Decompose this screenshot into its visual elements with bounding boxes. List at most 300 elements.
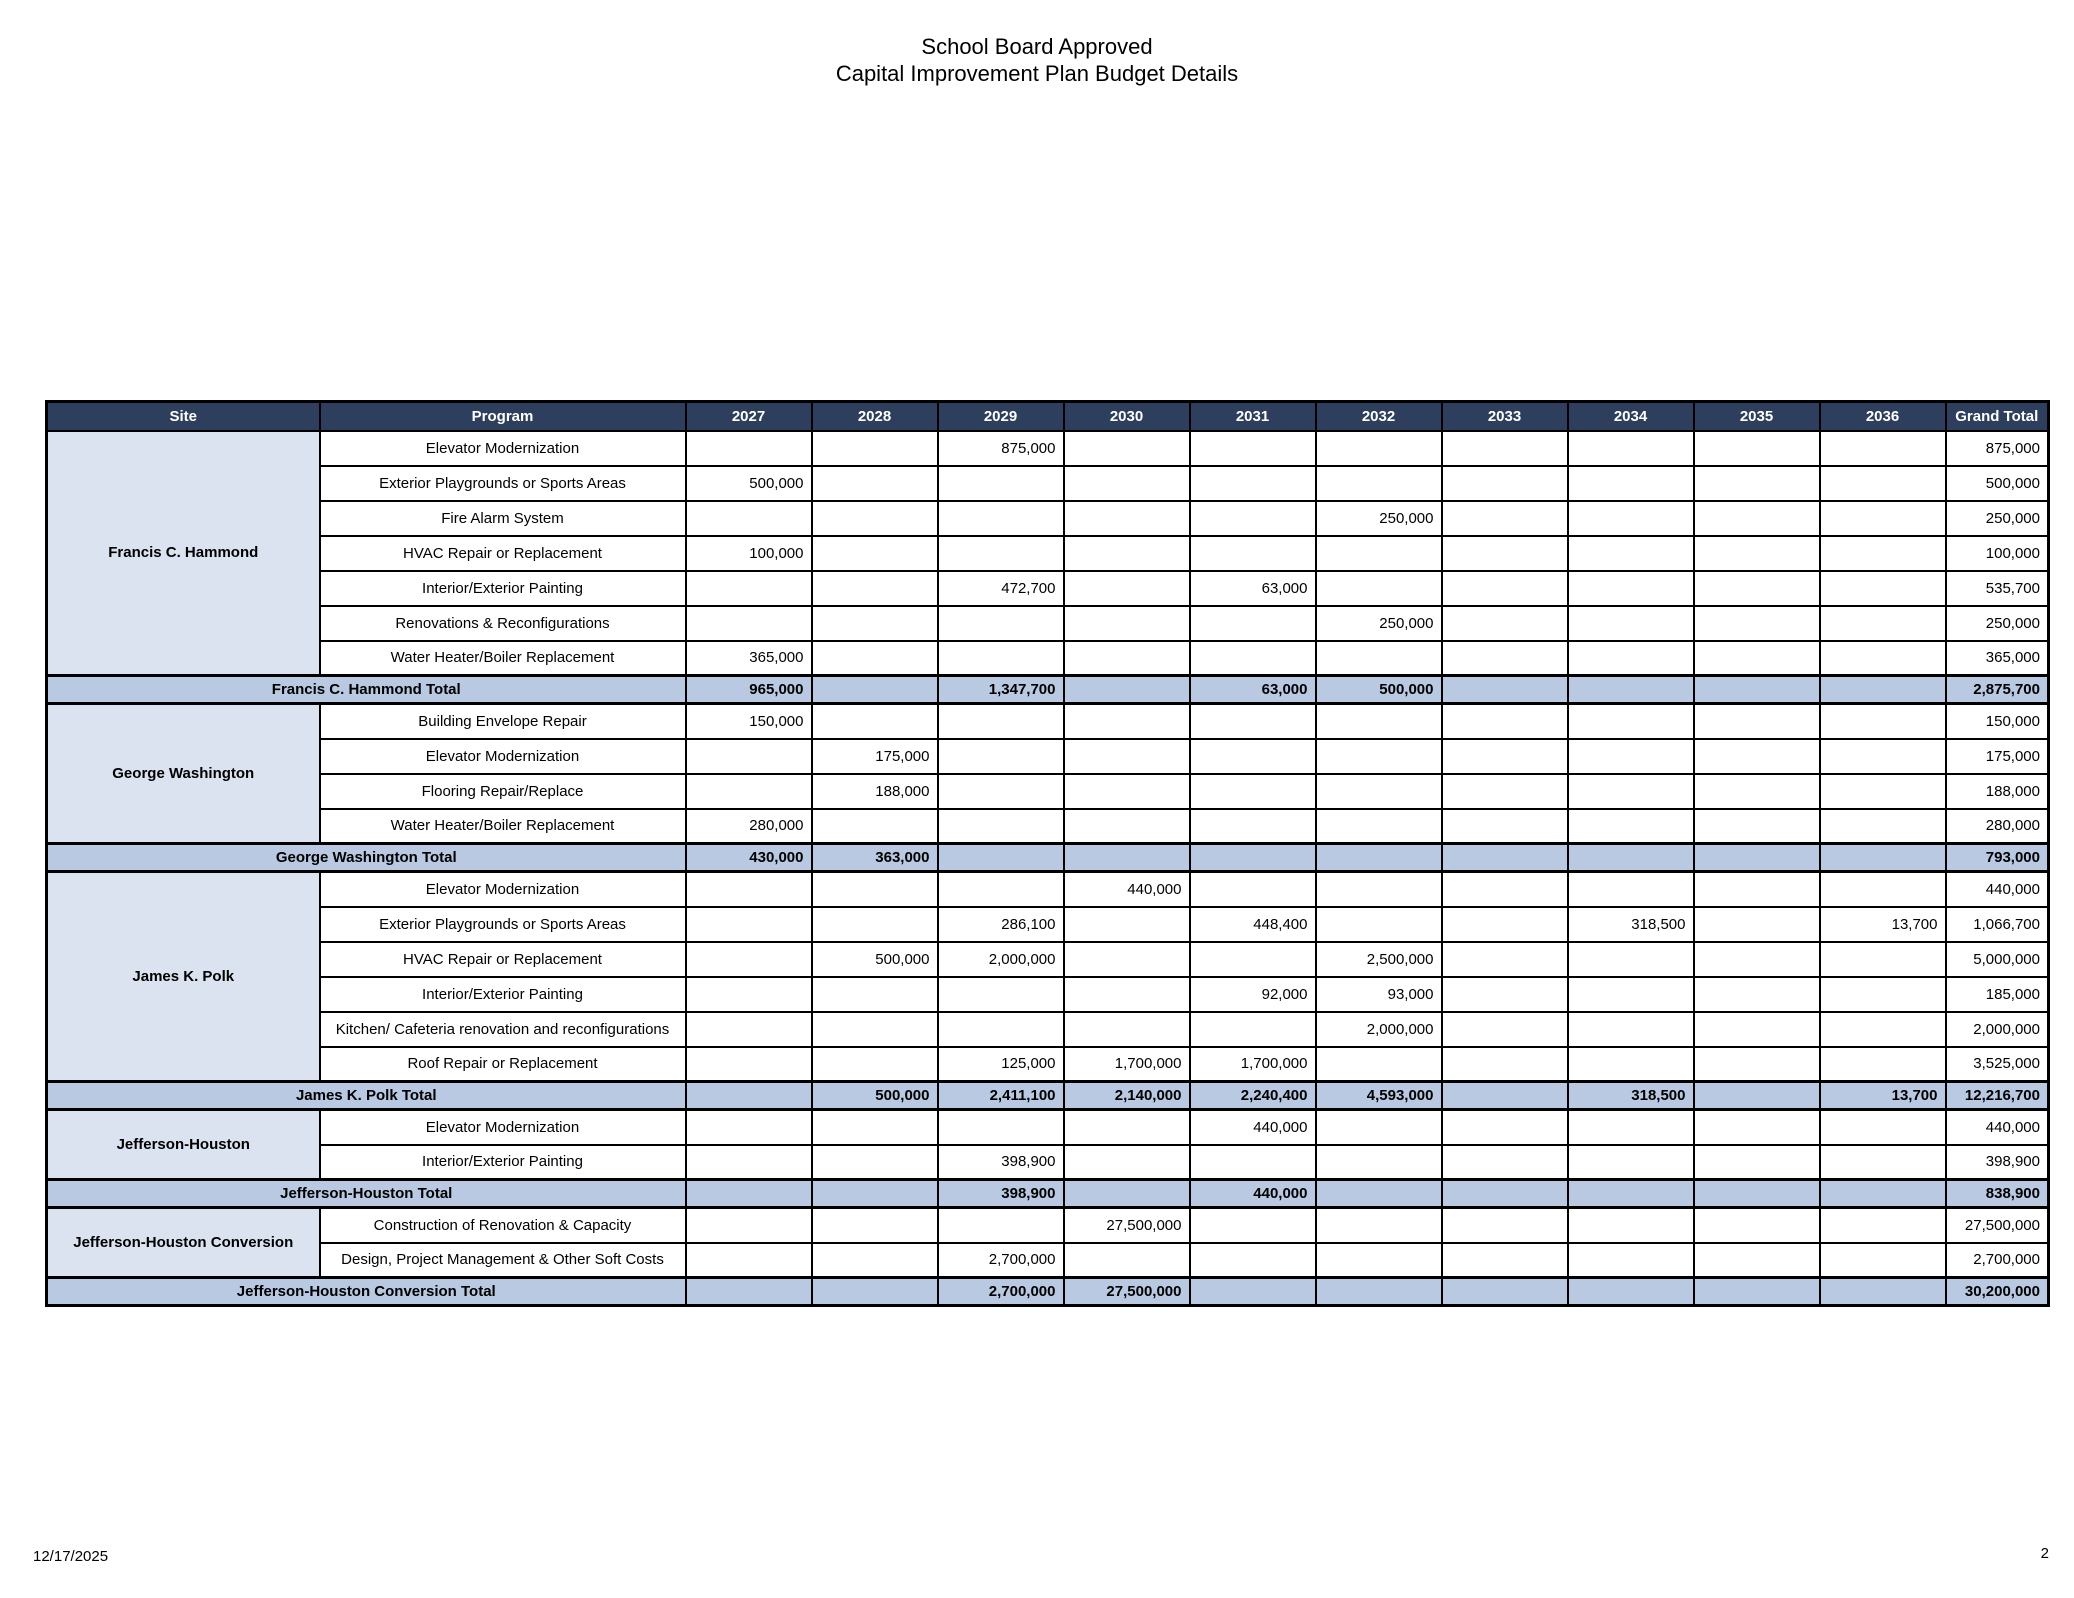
year-2033-cell (1442, 1243, 1568, 1278)
year-2027-cell (686, 431, 812, 466)
table-row (47, 1012, 2049, 1047)
year-2027-cell (686, 774, 812, 809)
year-2036-cell (1820, 809, 1946, 844)
year-2030-cell (1064, 1110, 1190, 1145)
group-total-year-2034-cell (1568, 676, 1694, 704)
group-total-row (47, 676, 2049, 704)
group-total-label: Francis C. Hammond Total (47, 676, 686, 704)
year-2027-cell (686, 739, 812, 774)
table-body (47, 431, 2049, 1306)
grand-total-cell: 440,000 (1946, 1110, 2049, 1145)
group-total-year-2029-cell: 2,411,100 (938, 1082, 1064, 1110)
year-2027-cell (686, 1208, 812, 1243)
year-2027-cell (686, 977, 812, 1012)
year-2030-cell (1064, 571, 1190, 606)
year-2036-cell (1820, 466, 1946, 501)
site-cell: Francis C. Hammond (47, 431, 320, 676)
year-2032-cell (1316, 1243, 1442, 1278)
year-2033-cell (1442, 641, 1568, 676)
group-total-year-2036-cell (1820, 844, 1946, 872)
year-2032-cell (1316, 809, 1442, 844)
program-cell: Water Heater/Boiler Replacement (320, 809, 686, 844)
group-total-year-2036-cell: 13,700 (1820, 1082, 1946, 1110)
year-2030-cell (1064, 1012, 1190, 1047)
group-total-row (47, 1278, 2049, 1306)
year-2029-cell (938, 872, 1064, 907)
year-2029-cell (938, 466, 1064, 501)
year-2029-cell: 125,000 (938, 1047, 1064, 1082)
year-2031-cell (1190, 466, 1316, 501)
column-header-grand-total: Grand Total (1946, 402, 2049, 431)
year-2031-cell (1190, 774, 1316, 809)
site-cell: Jefferson-Houston Conversion (47, 1208, 320, 1278)
year-2031-cell: 63,000 (1190, 571, 1316, 606)
year-2033-cell (1442, 431, 1568, 466)
year-2035-cell (1694, 606, 1820, 641)
group-total-year-2036-cell (1820, 1180, 1946, 1208)
group-total-year-2030-cell: 27,500,000 (1064, 1278, 1190, 1306)
program-cell: HVAC Repair or Replacement (320, 942, 686, 977)
group-total-year-2027-cell: 965,000 (686, 676, 812, 704)
column-header-2032: 2032 (1316, 402, 1442, 431)
year-2036-cell (1820, 739, 1946, 774)
year-2035-cell (1694, 907, 1820, 942)
year-2034-cell (1568, 872, 1694, 907)
year-2034-cell (1568, 1145, 1694, 1180)
grand-total-cell: 3,525,000 (1946, 1047, 2049, 1082)
group-total-year-2027-cell (686, 1278, 812, 1306)
year-2033-cell (1442, 571, 1568, 606)
year-2034-cell (1568, 606, 1694, 641)
column-header-site: Site (47, 402, 320, 431)
year-2028-cell (812, 907, 938, 942)
year-2030-cell (1064, 606, 1190, 641)
year-2033-cell (1442, 1012, 1568, 1047)
group-total-year-2035-cell (1694, 1180, 1820, 1208)
year-2032-cell (1316, 641, 1442, 676)
grand-total-cell: 5,000,000 (1946, 942, 2049, 977)
year-2034-cell (1568, 1047, 1694, 1082)
year-2031-cell (1190, 501, 1316, 536)
column-header-2031: 2031 (1190, 402, 1316, 431)
year-2034-cell (1568, 774, 1694, 809)
year-2027-cell (686, 1012, 812, 1047)
year-2034-cell (1568, 431, 1694, 466)
group-total-year-2033-cell (1442, 1082, 1568, 1110)
group-total-year-2031-cell: 63,000 (1190, 676, 1316, 704)
year-2029-cell: 472,700 (938, 571, 1064, 606)
program-cell: Construction of Renovation & Capacity (320, 1208, 686, 1243)
year-2035-cell (1694, 1145, 1820, 1180)
group-total-row (47, 1180, 2049, 1208)
group-total-year-2032-cell: 4,593,000 (1316, 1082, 1442, 1110)
grand-total-cell: 440,000 (1946, 872, 2049, 907)
year-2033-cell (1442, 1110, 1568, 1145)
group-total-label: George Washington Total (47, 844, 686, 872)
year-2028-cell (812, 1047, 938, 1082)
year-2029-cell (938, 1208, 1064, 1243)
year-2036-cell (1820, 774, 1946, 809)
year-2036-cell (1820, 431, 1946, 466)
program-cell: HVAC Repair or Replacement (320, 536, 686, 571)
year-2027-cell (686, 606, 812, 641)
year-2031-cell: 92,000 (1190, 977, 1316, 1012)
year-2027-cell: 150,000 (686, 704, 812, 739)
year-2032-cell (1316, 536, 1442, 571)
year-2035-cell (1694, 774, 1820, 809)
year-2035-cell (1694, 1012, 1820, 1047)
group-total-year-2033-cell (1442, 1180, 1568, 1208)
year-2032-cell (1316, 774, 1442, 809)
group-total-year-2028-cell (812, 1180, 938, 1208)
year-2032-cell (1316, 907, 1442, 942)
year-2029-cell (938, 501, 1064, 536)
column-header-2035: 2035 (1694, 402, 1820, 431)
year-2032-cell: 93,000 (1316, 977, 1442, 1012)
year-2027-cell (686, 501, 812, 536)
year-2030-cell (1064, 809, 1190, 844)
column-header-2028: 2028 (812, 402, 938, 431)
year-2034-cell (1568, 571, 1694, 606)
year-2032-cell (1316, 1145, 1442, 1180)
year-2030-cell (1064, 977, 1190, 1012)
year-2035-cell (1694, 641, 1820, 676)
year-2032-cell: 250,000 (1316, 606, 1442, 641)
group-total-label: Jefferson-Houston Conversion Total (47, 1278, 686, 1306)
year-2034-cell (1568, 466, 1694, 501)
group-total-year-2034-cell (1568, 1278, 1694, 1306)
year-2033-cell (1442, 466, 1568, 501)
year-2031-cell (1190, 872, 1316, 907)
year-2028-cell (812, 1145, 938, 1180)
year-2027-cell (686, 1145, 812, 1180)
year-2029-cell (938, 1110, 1064, 1145)
year-2035-cell (1694, 872, 1820, 907)
year-2031-cell (1190, 704, 1316, 739)
group-grand-total-cell: 2,875,700 (1946, 676, 2049, 704)
year-2034-cell (1568, 809, 1694, 844)
year-2030-cell (1064, 431, 1190, 466)
year-2027-cell (686, 942, 812, 977)
year-2029-cell (938, 1012, 1064, 1047)
year-2027-cell (686, 1047, 812, 1082)
group-grand-total-cell: 838,900 (1946, 1180, 2049, 1208)
year-2031-cell (1190, 942, 1316, 977)
year-2033-cell (1442, 704, 1568, 739)
year-2036-cell: 13,700 (1820, 907, 1946, 942)
group-total-row (47, 844, 2049, 872)
group-total-year-2027-cell (686, 1180, 812, 1208)
year-2027-cell (686, 1243, 812, 1278)
budget-table (45, 400, 2050, 1307)
year-2030-cell (1064, 907, 1190, 942)
site-cell: Jefferson-Houston (47, 1110, 320, 1180)
group-total-year-2032-cell (1316, 1278, 1442, 1306)
group-total-year-2028-cell (812, 1278, 938, 1306)
year-2029-cell (938, 739, 1064, 774)
year-2030-cell (1064, 536, 1190, 571)
group-grand-total-cell: 30,200,000 (1946, 1278, 2049, 1306)
grand-total-cell: 188,000 (1946, 774, 2049, 809)
column-header-program: Program (320, 402, 686, 431)
program-cell: Renovations & Reconfigurations (320, 606, 686, 641)
column-header-2034: 2034 (1568, 402, 1694, 431)
program-cell: Elevator Modernization (320, 1110, 686, 1145)
year-2036-cell (1820, 1047, 1946, 1082)
group-total-year-2035-cell (1694, 1278, 1820, 1306)
year-2036-cell (1820, 872, 1946, 907)
year-2029-cell: 398,900 (938, 1145, 1064, 1180)
program-cell: Building Envelope Repair (320, 704, 686, 739)
year-2028-cell (812, 872, 938, 907)
table-row (47, 942, 2049, 977)
year-2036-cell (1820, 1208, 1946, 1243)
year-2030-cell (1064, 739, 1190, 774)
table-row (47, 501, 2049, 536)
year-2029-cell (938, 809, 1064, 844)
year-2033-cell (1442, 1208, 1568, 1243)
year-2035-cell (1694, 1208, 1820, 1243)
year-2033-cell (1442, 907, 1568, 942)
column-header-2029: 2029 (938, 402, 1064, 431)
group-total-year-2033-cell (1442, 1278, 1568, 1306)
year-2028-cell (812, 1110, 938, 1145)
year-2031-cell (1190, 1208, 1316, 1243)
year-2031-cell (1190, 1243, 1316, 1278)
year-2035-cell (1694, 739, 1820, 774)
year-2035-cell (1694, 1110, 1820, 1145)
year-2034-cell (1568, 704, 1694, 739)
program-cell: Fire Alarm System (320, 501, 686, 536)
group-total-year-2031-cell: 2,240,400 (1190, 1082, 1316, 1110)
year-2028-cell (812, 641, 938, 676)
group-total-year-2030-cell (1064, 676, 1190, 704)
year-2028-cell (812, 606, 938, 641)
year-2036-cell (1820, 704, 1946, 739)
group-total-year-2033-cell (1442, 676, 1568, 704)
group-total-label: James K. Polk Total (47, 1082, 686, 1110)
year-2034-cell (1568, 739, 1694, 774)
year-2028-cell (812, 977, 938, 1012)
year-2029-cell: 2,700,000 (938, 1243, 1064, 1278)
year-2035-cell (1694, 431, 1820, 466)
table-row (47, 1047, 2049, 1082)
year-2032-cell (1316, 704, 1442, 739)
year-2028-cell (812, 431, 938, 466)
grand-total-cell: 250,000 (1946, 501, 2049, 536)
year-2032-cell (1316, 1110, 1442, 1145)
table-row (47, 1145, 2049, 1180)
program-cell: Exterior Playgrounds or Sports Areas (320, 466, 686, 501)
year-2030-cell (1064, 704, 1190, 739)
year-2032-cell (1316, 466, 1442, 501)
table-row (47, 739, 2049, 774)
year-2032-cell (1316, 431, 1442, 466)
year-2033-cell (1442, 501, 1568, 536)
table-row (47, 872, 2049, 907)
program-cell: Kitchen/ Cafeteria renovation and reconfigurations (320, 1012, 686, 1047)
grand-total-cell: 365,000 (1946, 641, 2049, 676)
year-2036-cell (1820, 501, 1946, 536)
table-row (47, 466, 2049, 501)
year-2032-cell (1316, 1047, 1442, 1082)
year-2033-cell (1442, 606, 1568, 641)
year-2033-cell (1442, 942, 1568, 977)
year-2030-cell (1064, 1243, 1190, 1278)
year-2031-cell (1190, 606, 1316, 641)
site-cell: George Washington (47, 704, 320, 844)
year-2028-cell: 175,000 (812, 739, 938, 774)
group-total-year-2031-cell (1190, 1278, 1316, 1306)
group-total-year-2034-cell: 318,500 (1568, 1082, 1694, 1110)
year-2029-cell: 286,100 (938, 907, 1064, 942)
group-total-year-2035-cell (1694, 844, 1820, 872)
year-2028-cell (812, 536, 938, 571)
grand-total-cell: 100,000 (1946, 536, 2049, 571)
table-row (47, 809, 2049, 844)
year-2030-cell (1064, 466, 1190, 501)
group-total-year-2030-cell: 2,140,000 (1064, 1082, 1190, 1110)
table-row (47, 1208, 2049, 1243)
group-total-year-2036-cell (1820, 676, 1946, 704)
year-2032-cell (1316, 872, 1442, 907)
year-2030-cell (1064, 641, 1190, 676)
year-2027-cell (686, 872, 812, 907)
table-row (47, 571, 2049, 606)
year-2034-cell (1568, 1012, 1694, 1047)
year-2031-cell: 1,700,000 (1190, 1047, 1316, 1082)
year-2035-cell (1694, 1047, 1820, 1082)
year-2034-cell (1568, 536, 1694, 571)
group-total-year-2028-cell: 500,000 (812, 1082, 938, 1110)
title-line-1: School Board Approved (921, 34, 1153, 59)
year-2030-cell (1064, 774, 1190, 809)
group-total-year-2031-cell: 440,000 (1190, 1180, 1316, 1208)
footer-date: 12/17/2025 (33, 1548, 109, 1565)
year-2028-cell (812, 466, 938, 501)
grand-total-cell: 250,000 (1946, 606, 2049, 641)
year-2035-cell (1694, 536, 1820, 571)
year-2034-cell (1568, 501, 1694, 536)
table-row (47, 431, 2049, 466)
year-2033-cell (1442, 536, 1568, 571)
year-2036-cell (1820, 1243, 1946, 1278)
group-total-year-2032-cell (1316, 1180, 1442, 1208)
year-2030-cell (1064, 1145, 1190, 1180)
year-2036-cell (1820, 977, 1946, 1012)
footer-page-number: 2 (2040, 1545, 2049, 1562)
year-2031-cell (1190, 1145, 1316, 1180)
column-header-2030: 2030 (1064, 402, 1190, 431)
year-2032-cell: 2,500,000 (1316, 942, 1442, 977)
program-cell: Elevator Modernization (320, 872, 686, 907)
year-2031-cell (1190, 1012, 1316, 1047)
group-total-year-2029-cell: 2,700,000 (938, 1278, 1064, 1306)
column-header-2036: 2036 (1820, 402, 1946, 431)
header-row (47, 402, 2049, 431)
year-2034-cell (1568, 641, 1694, 676)
table-row (47, 1243, 2049, 1278)
group-grand-total-cell: 12,216,700 (1946, 1082, 2049, 1110)
grand-total-cell: 27,500,000 (1946, 1208, 2049, 1243)
year-2035-cell (1694, 977, 1820, 1012)
year-2028-cell: 500,000 (812, 942, 938, 977)
year-2032-cell: 2,000,000 (1316, 1012, 1442, 1047)
year-2035-cell (1694, 704, 1820, 739)
group-total-row (47, 1082, 2049, 1110)
year-2036-cell (1820, 1145, 1946, 1180)
table-row (47, 536, 2049, 571)
program-cell: Design, Project Management & Other Soft Costs (320, 1243, 686, 1278)
year-2027-cell (686, 1110, 812, 1145)
year-2033-cell (1442, 809, 1568, 844)
group-total-year-2027-cell (686, 1082, 812, 1110)
table-row (47, 774, 2049, 809)
year-2027-cell (686, 571, 812, 606)
grand-total-cell: 175,000 (1946, 739, 2049, 774)
site-cell: James K. Polk (47, 872, 320, 1082)
group-total-year-2035-cell (1694, 676, 1820, 704)
year-2034-cell (1568, 1243, 1694, 1278)
year-2031-cell (1190, 536, 1316, 571)
year-2035-cell (1694, 571, 1820, 606)
year-2036-cell (1820, 942, 1946, 977)
group-total-year-2030-cell (1064, 1180, 1190, 1208)
year-2028-cell: 188,000 (812, 774, 938, 809)
year-2029-cell (938, 606, 1064, 641)
year-2028-cell (812, 1243, 938, 1278)
year-2036-cell (1820, 641, 1946, 676)
year-2029-cell (938, 977, 1064, 1012)
grand-total-cell: 185,000 (1946, 977, 2049, 1012)
program-cell: Flooring Repair/Replace (320, 774, 686, 809)
year-2035-cell (1694, 809, 1820, 844)
year-2034-cell (1568, 1110, 1694, 1145)
year-2030-cell (1064, 501, 1190, 536)
year-2028-cell (812, 809, 938, 844)
group-total-year-2034-cell (1568, 1180, 1694, 1208)
column-header-2033: 2033 (1442, 402, 1568, 431)
table-row (47, 704, 2049, 739)
year-2029-cell (938, 536, 1064, 571)
grand-total-cell: 150,000 (1946, 704, 2049, 739)
year-2034-cell (1568, 1208, 1694, 1243)
year-2030-cell (1064, 942, 1190, 977)
year-2027-cell (686, 907, 812, 942)
program-cell: Elevator Modernization (320, 431, 686, 466)
group-total-label: Jefferson-Houston Total (47, 1180, 686, 1208)
grand-total-cell: 535,700 (1946, 571, 2049, 606)
grand-total-cell: 500,000 (1946, 466, 2049, 501)
page-title (0, 33, 2074, 87)
year-2035-cell (1694, 466, 1820, 501)
year-2033-cell (1442, 1145, 1568, 1180)
table-row (47, 606, 2049, 641)
year-2033-cell (1442, 872, 1568, 907)
year-2029-cell (938, 704, 1064, 739)
year-2027-cell: 500,000 (686, 466, 812, 501)
table-row (47, 1110, 2049, 1145)
year-2033-cell (1442, 1047, 1568, 1082)
title-line-2: Capital Improvement Plan Budget Details (835, 61, 1239, 86)
program-cell: Interior/Exterior Painting (320, 571, 686, 606)
group-total-year-2029-cell: 1,347,700 (938, 676, 1064, 704)
year-2029-cell (938, 641, 1064, 676)
year-2031-cell: 448,400 (1190, 907, 1316, 942)
year-2027-cell: 100,000 (686, 536, 812, 571)
year-2028-cell (812, 704, 938, 739)
year-2029-cell: 2,000,000 (938, 942, 1064, 977)
